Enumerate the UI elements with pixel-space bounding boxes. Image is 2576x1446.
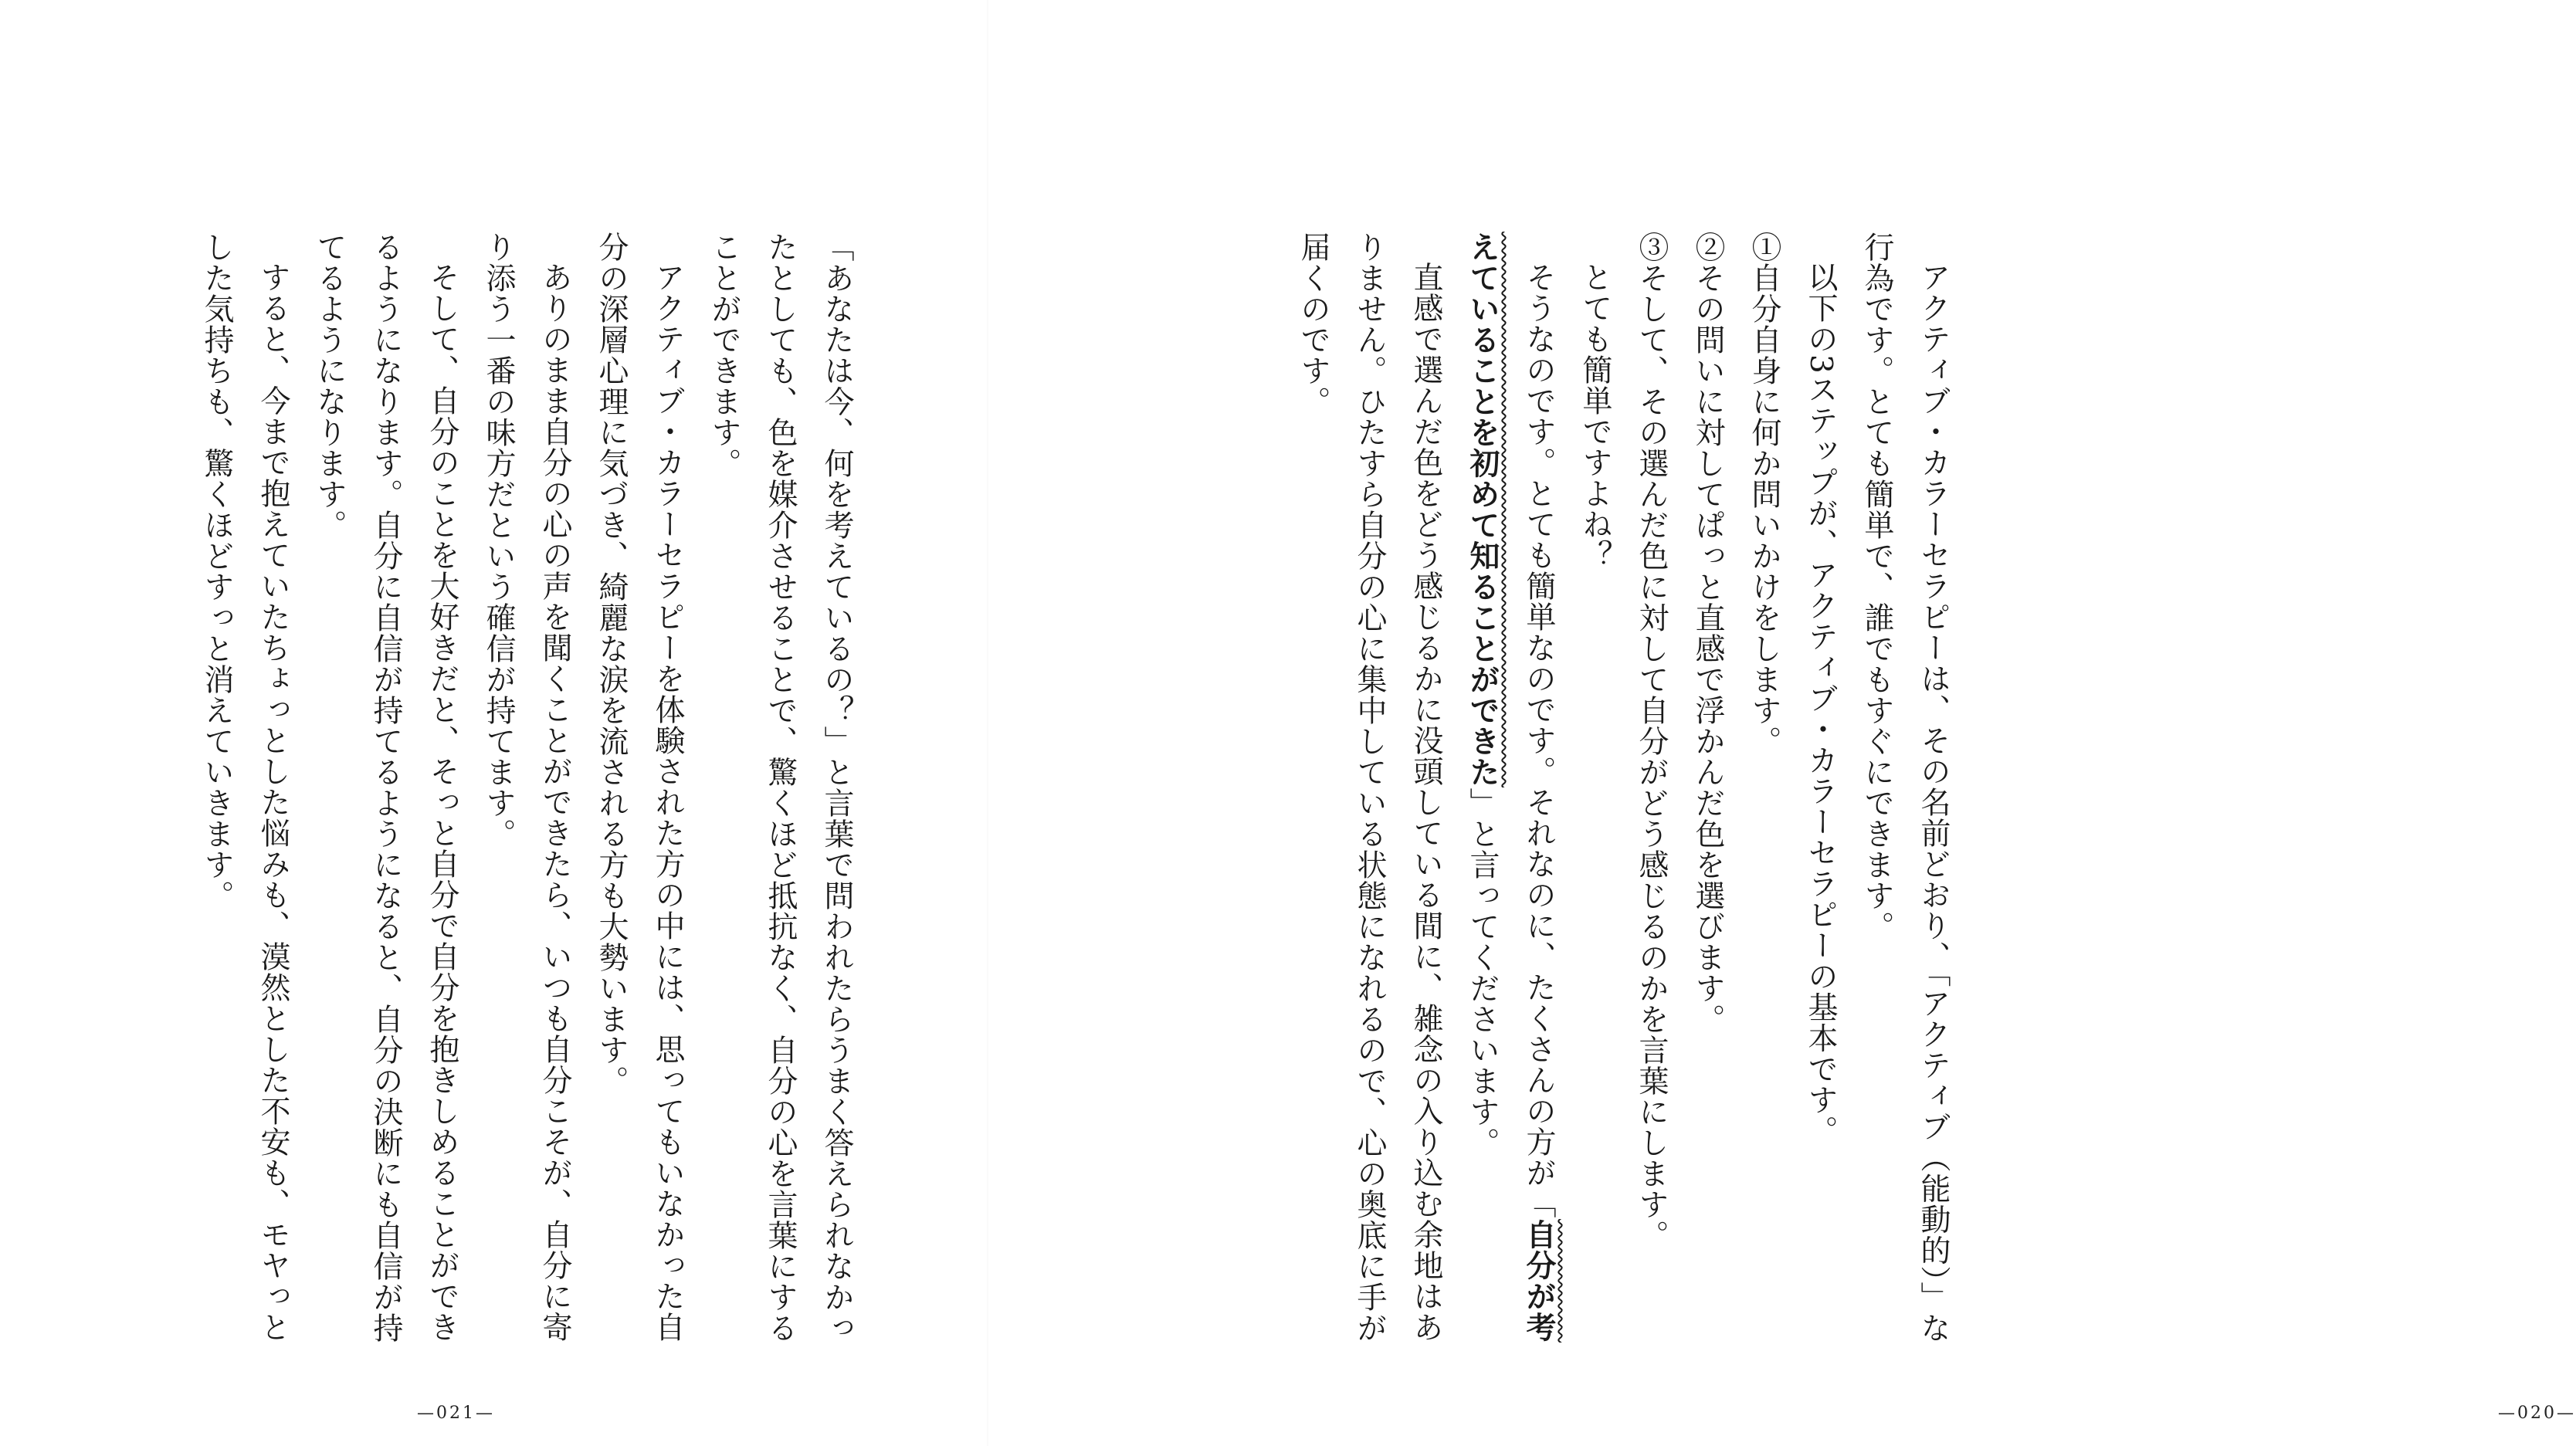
right-page (988, 0, 2576, 1446)
paragraph: すると、今まで抱えていたちょっとした悩みも、漠然とした不安も、モヤっとした気持ちも、驚くほどすっと消えていきます。 (199, 232, 290, 1343)
paragraph-with-emphasis (1454, 232, 1567, 1366)
page-number-value: 020 (2517, 1404, 2557, 1423)
step-item: ③そして、その選んだ色に対して自分がどう感じるのかを言葉にします。 (1634, 232, 1669, 1251)
paragraph: アクティブ・カラーセラピーは、その名前どおり、「アクティブ（能動的）」な行為です。とても簡単で、誰でもすぐにできます。 (1859, 232, 1951, 1343)
paragraph: 「あなたは今、何を考えているの？」と言葉で問われたらうまく答えられなかったとしても、色を媒介させることで、驚くほど抵抗なく、自分の心を言葉にすることができます。 (707, 232, 854, 1343)
page-number: —020— (2498, 1404, 2576, 1423)
step-item: ①自分自身に何か問いかけをします。 (1747, 232, 1781, 757)
page-number: —021— (417, 1404, 495, 1423)
paragraph: 以下の3ステップが、アクティブ・カラーセラピーの基本です。 (1803, 262, 1838, 1146)
left-page-text (131, 232, 865, 1366)
left-page (0, 0, 988, 1446)
paragraph: 直感で選んだ色をどう感じるかに没頭している間に、雑念の入り込む余地はありません。ひたすら自分の心に集中している状態になれるので、心の奥底に手が届くのです。 (1296, 232, 1443, 1343)
right-page-text (1151, 232, 1961, 1366)
paragraph: そして、自分のことを大好きだと、そっと自分で自分を抱きしめることができるようになります。自分に自信が持てるようになると、自分の決断にも自信が持てるようになります。 (312, 232, 459, 1343)
paragraph: アクティブ・カラーセラピーを体験された方の中には、思ってもいなかった自分の深層心理に気づき、綺麗な涙を流される方も大勢います。 (594, 232, 685, 1343)
text-run: そうなのです。とても簡単なのです。それなのに、たくさんの方が「 (1521, 262, 1556, 1219)
step-item: ②その問いに対してぱっと直感で浮かんだ色を選びます。 (1690, 232, 1725, 1035)
paragraph: とても簡単ですよね？ (1578, 262, 1612, 571)
paragraph: ありのまま自分の心の声を聞くことができたら、いつも自分こそが、自分に寄り添う一番の味方だという確信が持てます。 (481, 232, 572, 1343)
text-run: 」と言ってくださいます。 (1465, 787, 1500, 1158)
emphasized-phrase: 自分が考えていることを初めて知ることができた (1465, 232, 1556, 1343)
page-number-value: 021 (436, 1404, 476, 1423)
